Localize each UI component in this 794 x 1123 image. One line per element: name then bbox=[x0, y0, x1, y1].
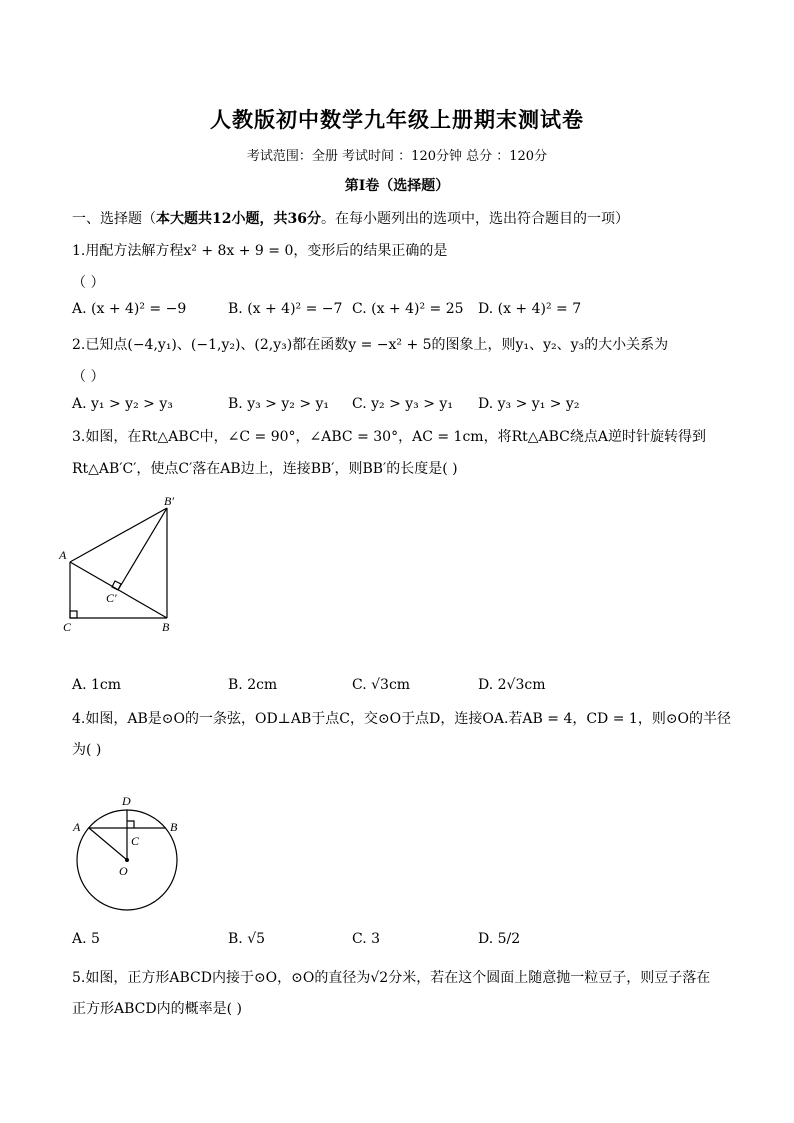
question-2-option-b: B. y₃ > y₂ > y₁ bbox=[228, 396, 330, 412]
label-a: A bbox=[59, 548, 67, 562]
question-1-stem: 1.用配方法解方程x² + 8x + 9 = 0，变形后的结果正确的是 bbox=[72, 243, 448, 259]
circle-chord-figure bbox=[62, 790, 192, 920]
label-c: C bbox=[131, 834, 140, 848]
question-4-option-d: D. 5/2 bbox=[478, 931, 521, 947]
exam-info: 考试范围：全册 考试时间 ：120分钟 总分 ：120分 bbox=[246, 149, 548, 164]
segment-oa bbox=[89, 828, 127, 860]
question-4-option-b: B. √5 bbox=[228, 931, 266, 947]
question-4-option-a: A. 5 bbox=[72, 931, 100, 947]
label-d: D bbox=[122, 794, 131, 808]
question-3-stem: 3.如图，在Rt△ABC中，∠C = 90°，∠ABC = 30°，AC = 1cm，将Rt△ABC绕点A逆时针旋转得到 bbox=[72, 429, 706, 445]
section-heading bbox=[72, 208, 629, 228]
question-3-option-d: D. 2√3cm bbox=[478, 677, 546, 693]
label-c: C bbox=[63, 620, 72, 634]
label-b: B bbox=[162, 620, 170, 634]
center-dot bbox=[125, 858, 129, 862]
segment-ab-prime bbox=[70, 508, 167, 562]
section-bold: 本大题共12小题，共36分 bbox=[156, 211, 321, 227]
question-1-option-d: D. (x + 4)² = 7 bbox=[478, 301, 582, 317]
question-4-stem-cont: 为( ) bbox=[72, 742, 102, 758]
question-4-stem: 4.如图，AB是⊙O的一条弦，OD⊥AB于点C，交⊙O于点D，连接OA.若AB = 4，CD = 1，则⊙O的半径 bbox=[72, 711, 732, 727]
label-b: B bbox=[170, 820, 178, 834]
question-4-option-c: C. 3 bbox=[352, 931, 381, 947]
question-1-option-c: C. (x + 4)² = 25 bbox=[352, 301, 464, 317]
volume-heading: 第Ⅰ卷（选择题） bbox=[344, 178, 450, 194]
section-suffix: 。在每小题列出的选项中，选出符合题目的一项） bbox=[320, 211, 629, 227]
question-3-option-b: B. 2cm bbox=[228, 677, 278, 693]
page-title: 人教版初中数学九年级上册期末测试卷 bbox=[210, 107, 584, 132]
question-3-option-c: C. √3cm bbox=[352, 677, 411, 693]
segment-b-prime-c-prime bbox=[118, 508, 167, 590]
label-a: A bbox=[73, 820, 81, 834]
right-angle-mark-c bbox=[127, 821, 134, 828]
question-2-stem: 2.已知点(−4,y₁)、(−1,y₂)、(2,y₃)都在函数y = −x² + 5的图象上，则y₁、y₂、y₃的大小关系为 bbox=[72, 337, 669, 353]
question-5-stem: 5.如图，正方形ABCD内接于⊙O，⊙O的直径为√2分米，若在这个圆面上随意抛一粒豆子，则豆子落在 bbox=[72, 970, 711, 986]
label-b-prime: B′ bbox=[164, 494, 174, 508]
question-1-option-b: B. (x + 4)² = −7 bbox=[228, 301, 343, 317]
question-1-answer-slot: （ ） bbox=[72, 275, 105, 291]
triangle-rotation-figure bbox=[55, 492, 195, 637]
question-2-option-d: D. y₃ > y₁ > y₂ bbox=[478, 396, 580, 412]
question-1-option-a: A. (x + 4)² = −9 bbox=[72, 301, 187, 317]
right-angle-mark-c bbox=[70, 611, 77, 618]
label-o: O bbox=[119, 864, 128, 878]
question-2-answer-slot: （ ） bbox=[72, 369, 105, 385]
question-5-stem-cont: 正方形ABCD内的概率是( ) bbox=[72, 1001, 242, 1017]
question-3-option-a: A. 1cm bbox=[72, 677, 122, 693]
question-2-option-c: C. y₂ > y₃ > y₁ bbox=[352, 396, 453, 412]
label-c-prime: C′ bbox=[106, 591, 117, 605]
section-prefix: 一、选择题（ bbox=[72, 211, 156, 227]
question-3-stem-cont: Rt△AB′C′，使点C′落在AB边上，连接BB′，则BB′的长度是( ) bbox=[72, 461, 458, 477]
question-2-option-a: A. y₁ > y₂ > y₃ bbox=[72, 396, 173, 412]
right-angle-mark-c-prime bbox=[112, 581, 121, 590]
